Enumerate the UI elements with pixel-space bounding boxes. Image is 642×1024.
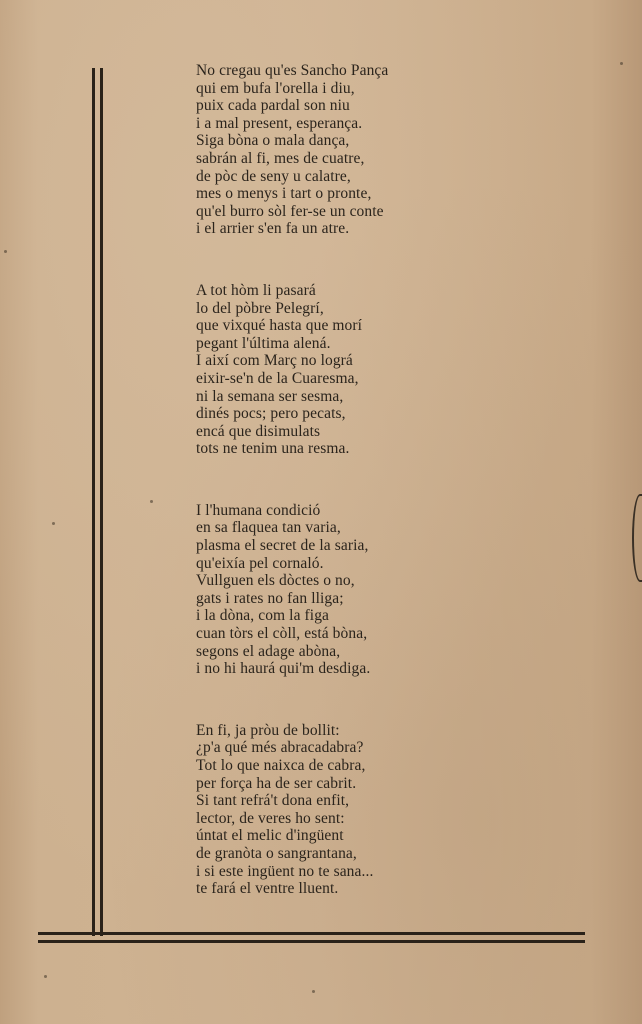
- paper-speck: [150, 500, 153, 503]
- poem-text: [196, 62, 496, 898]
- binding-stitch-mark: [632, 494, 642, 582]
- poem-line: encá que disimulats: [196, 422, 321, 440]
- poem-line: i la dòna, com la figa: [196, 607, 330, 625]
- poem-line: plasma el secret de la saria,: [196, 537, 369, 555]
- poem-line: eixir-se'n de la Cuaresma,: [196, 369, 359, 387]
- poem-line: qu'el burro sòl fer-se un conte: [196, 202, 384, 220]
- poem-line: dinés pocs; pero pecats,: [196, 405, 346, 423]
- poem-line: úntat el melic d'ingüent: [196, 827, 344, 845]
- poem-line: mes o menys i tart o pronte,: [196, 185, 372, 203]
- poem-line: sabrán al fi, mes de cuatre,: [196, 149, 365, 167]
- poem-line: ¿p'a qué més abracadabra?: [196, 739, 364, 757]
- poem-line: segons el adage abòna,: [196, 642, 341, 660]
- horizontal-rule-top: [38, 932, 585, 935]
- poem-line: que vixqué hasta que morí: [196, 317, 363, 335]
- poem-line: qui em bufa l'orella i diu,: [196, 79, 355, 97]
- vertical-rule-left: [92, 68, 95, 936]
- poem-line: cuan tòrs el còll, está bòna,: [196, 625, 368, 643]
- poem-line: A tot hòm li pasará: [196, 281, 316, 299]
- poem-line: Siga bòna o mala dança,: [196, 132, 350, 150]
- poem-line: te fará el ventre lluent.: [196, 880, 339, 898]
- poem-line: I l'humana condició: [196, 501, 321, 519]
- poem-line: i el arrier s'en fa un atre.: [196, 220, 350, 238]
- poem-line: No cregau qu'es Sancho Pança: [196, 62, 389, 79]
- poem-line: puix cada pardal son niu: [196, 97, 350, 115]
- horizontal-rule-bottom: [38, 940, 585, 943]
- poem-line: tots ne tenim una resma.: [196, 440, 350, 458]
- poem-line: lo del pòbre Pelegrí,: [196, 299, 324, 317]
- poem-line: Tot lo que naixca de cabra,: [196, 757, 366, 774]
- poem-line: i no hi haurá qui'm desdiga.: [196, 660, 371, 678]
- poem-line: Vullguen els dòctes o no,: [196, 572, 355, 590]
- poem-line: en sa flaquea tan varia,: [196, 519, 341, 537]
- poem-line: lector, de veres ho sent:: [196, 809, 345, 827]
- vertical-rule-right: [100, 68, 103, 936]
- paper-speck: [52, 522, 55, 525]
- poem-line: pegant l'última alená.: [196, 334, 331, 352]
- paper-speck: [44, 975, 47, 978]
- poem-line: I així com Març no lográ: [196, 352, 353, 370]
- paper-speck: [4, 250, 7, 253]
- paper-speck: [620, 62, 623, 65]
- poem-line: i a mal present, esperança.: [196, 114, 363, 132]
- poem-line: Si tant refrá't dona enfit,: [196, 792, 350, 810]
- poem-line: de granòta o sangrantana,: [196, 844, 357, 862]
- poem-line: de pòc de seny u calatre,: [196, 167, 351, 185]
- poem-line: qu'eixía pel cornaló.: [196, 554, 324, 572]
- paper-speck: [312, 990, 315, 993]
- poem-line: ni la semana ser sesma,: [196, 387, 344, 405]
- poem-line: En fi, ja pròu de bollit:: [196, 721, 340, 739]
- poem-line: gats i rates no fan lliga;: [196, 589, 344, 607]
- poem-line: per força ha de ser cabrit.: [196, 774, 357, 792]
- stanza-2: [196, 282, 496, 458]
- poem-line: i si este ingüent no te sana...: [196, 862, 374, 880]
- stanza-4: [196, 722, 496, 898]
- stanza-1: [196, 62, 496, 238]
- stanza-3: [196, 502, 496, 678]
